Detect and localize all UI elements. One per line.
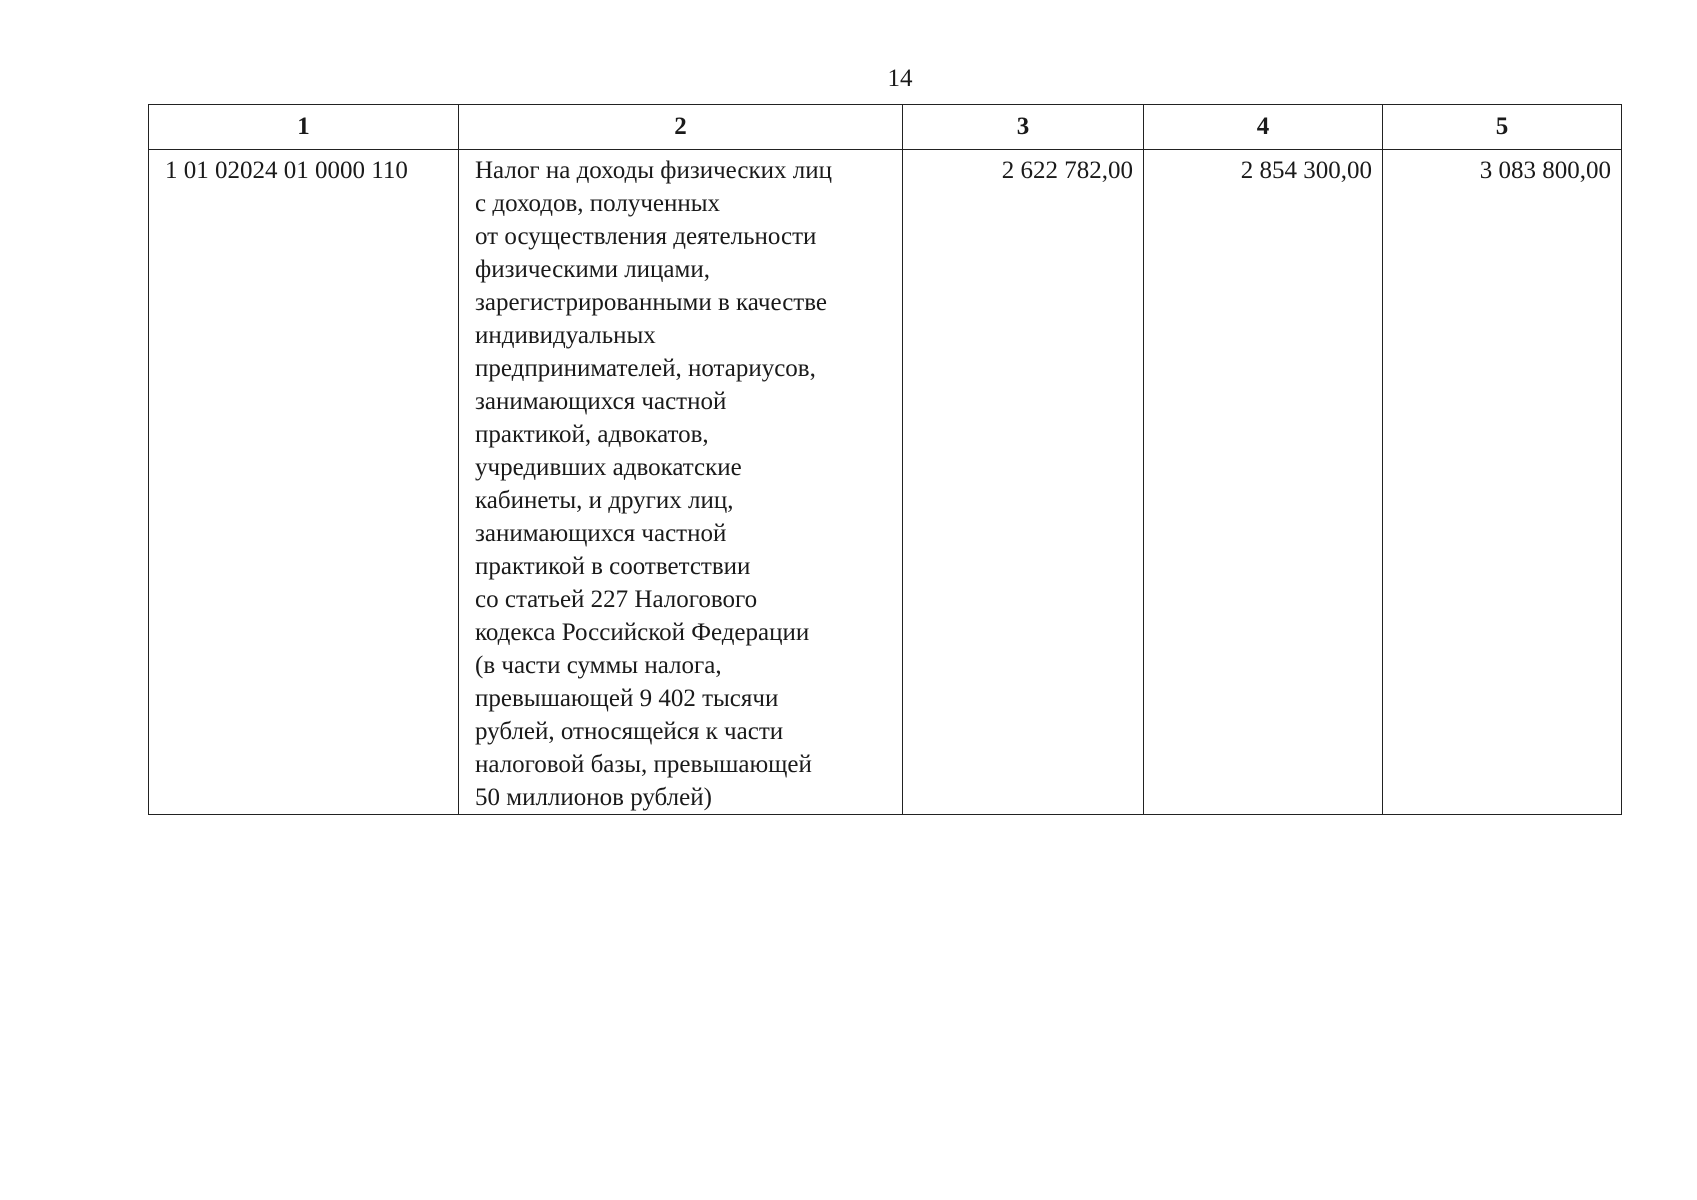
income-name-line: превышающей 9 402 тысячи — [475, 685, 779, 712]
income-name-line: индивидуальных — [475, 322, 656, 349]
column-header-1: 1 — [149, 105, 459, 150]
table-row — [149, 150, 1622, 815]
income-name-line: (в части суммы налога, — [475, 652, 722, 679]
budget-code-cell: 1 01 02024 01 0000 110 — [149, 150, 459, 815]
income-name-line: предпринимателей, нотариусов, — [475, 355, 816, 382]
amount-cell-column-4: 2 854 300,00 — [1144, 150, 1383, 815]
column-header-5: 5 — [1383, 105, 1622, 150]
income-name-line: кодекса Российской Федерации — [475, 619, 810, 646]
income-name-line: с доходов, полученных — [475, 190, 721, 217]
page-number: 14 — [887, 65, 913, 92]
income-name-line: физическими лицами, — [475, 256, 710, 283]
column-header-2: 2 — [459, 105, 903, 150]
income-name-line: занимающихся частной — [475, 520, 727, 547]
income-name-line: кабинеты, и других лиц, — [475, 487, 734, 514]
income-name-line: практикой, адвокатов, — [475, 421, 709, 448]
income-name-line: со статьей 227 Налогового — [475, 586, 758, 613]
income-name-line: зарегистрированными в качестве — [475, 289, 827, 316]
amount-cell-column-3: 2 622 782,00 — [903, 150, 1144, 815]
income-name-line: занимающихся частной — [475, 388, 727, 415]
table-header-row — [149, 105, 1622, 150]
income-name-line: рублей, относящейся к части — [475, 718, 784, 745]
income-name-line: 50 миллионов рублей) — [475, 784, 712, 811]
amount-cell-column-5: 3 083 800,00 — [1383, 150, 1622, 815]
budget-table — [148, 104, 1622, 815]
income-name-line: налоговой базы, превышающей — [475, 751, 812, 778]
column-header-4: 4 — [1144, 105, 1383, 150]
income-name-cell — [459, 150, 903, 815]
income-name-line: практикой в соответствии — [475, 553, 751, 580]
income-name-line: учредивших адвокатские — [475, 454, 742, 481]
income-name-line: от осуществления деятельности — [475, 223, 817, 250]
income-name-line: Налог на доходы физических лиц — [475, 157, 832, 184]
column-header-3: 3 — [903, 105, 1144, 150]
